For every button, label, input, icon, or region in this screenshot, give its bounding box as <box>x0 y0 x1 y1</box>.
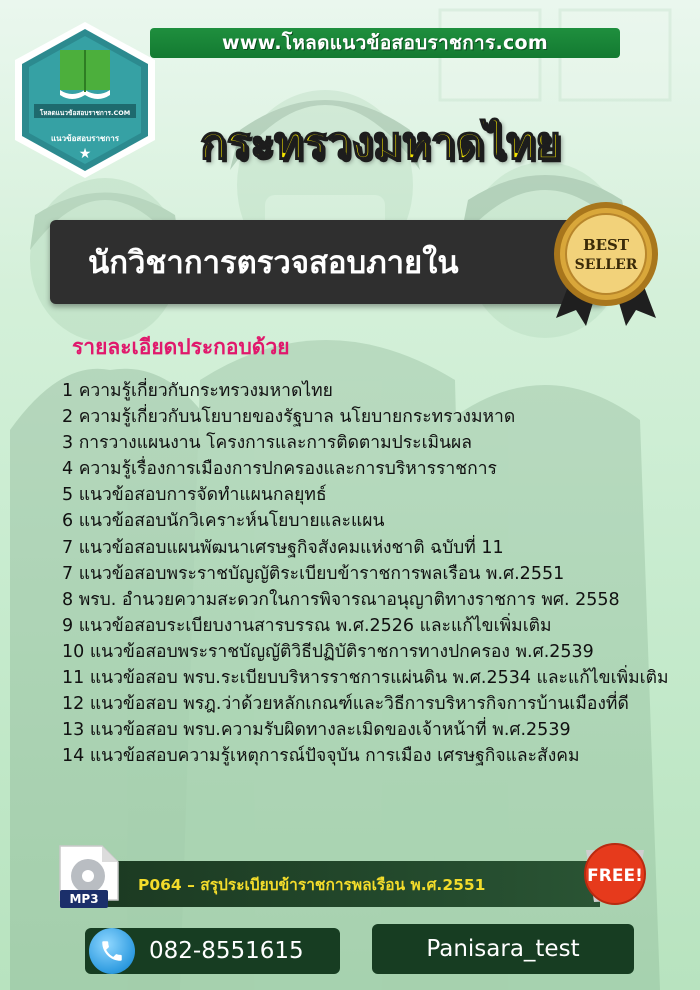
topic-item: 3 การวางแผนงาน โครงการและการติดตามประเมินผล <box>62 433 473 454</box>
logo-tagline: แนวข้อสอบราชการ <box>50 134 119 143</box>
mp3-banner <box>100 861 600 907</box>
ministry-title: กระทรวงมหาดไทย <box>200 118 561 169</box>
topic-item: 7 แนวข้อสอบแผนพัฒนาเศรษฐกิจสังคมแห่งชาติ ฉบับที่ 11 <box>62 537 504 558</box>
website-banner <box>150 28 620 58</box>
logo-site-name: โหลดแนวข้อสอบราชการ.COM <box>39 109 131 117</box>
website-url: www.โหลดแนวข้อสอบราชการ.com <box>221 32 549 54</box>
mp3-label: MP3 <box>60 890 108 908</box>
phone-icon <box>89 928 135 974</box>
seal-line-1: BEST <box>582 236 630 254</box>
free-label: FREE! <box>587 866 643 886</box>
phone-contact[interactable] <box>85 928 340 974</box>
phone-number: 082-8551615 <box>149 938 304 964</box>
topic-item: 4 ความรู้เรื่องการเมืองการปกครองและการบริหารราชการ <box>62 459 497 480</box>
mp3-title: P064 – สรุประเบียบข้าราชการพลเรือน พ.ศ.2551 <box>138 875 486 894</box>
topic-item: 11 แนวข้อสอบ พรบ.ระเบียบบริหารราชการแผ่นดิน พ.ศ.2534 และแก้ไขเพิ่มเติม <box>62 668 669 689</box>
topic-item: 14 แนวข้อสอบความรู้เหตุการณ์ปัจจุบัน การเมือง เศรษฐกิจและสังคม <box>62 746 580 767</box>
topic-item: 5 แนวข้อสอบการจัดทำแผนกลยุทธ์ <box>62 485 327 506</box>
position-title: นักวิชาการตรวจสอบภายใน <box>88 245 459 281</box>
line-id-contact[interactable] <box>372 924 634 974</box>
seal-line-2: SELLER <box>574 257 638 273</box>
topic-item: 1 ความรู้เกี่ยวกับกระทรวงมหาดไทย <box>62 381 333 401</box>
topic-item: 12 แนวข้อสอบ พรฎ.ว่าด้วยหลักเกณฑ์และวิธีการบริหารกิจการบ้านเมืองที่ดี <box>62 694 629 715</box>
logo-hexagon <box>12 20 158 180</box>
site-logo <box>12 20 158 180</box>
details-heading: รายละเอียดประกอบด้วย <box>72 335 290 359</box>
topic-item: 6 แนวข้อสอบนักวิเคราะห์นโยบายและแผน <box>62 511 385 532</box>
topic-item: 9 แนวข้อสอบระเบียบงานสารบรรณ พ.ศ.2526 และแก้ไขเพิ่มเติม <box>62 615 552 636</box>
mp3-icon <box>52 844 130 912</box>
topic-item: 8 พรบ. อำนวยความสะดวกในการพิจารณาอนุญาติทางราชการ พศ. 2558 <box>62 589 620 610</box>
topic-item: 13 แนวข้อสอบ พรบ.ความรับผิดทางละเมิดของเจ้าหน้าที่ พ.ศ.2539 <box>62 720 571 741</box>
best-seller-seal <box>542 198 670 326</box>
topic-item: 10 แนวข้อสอบพระราชบัญญัติวิธีปฏิบัติราชการทางปกครอง พ.ศ.2539 <box>62 641 594 662</box>
topic-item: 2 ความรู้เกี่ยวกับนโยบายของรัฐบาล นโยบายกระทรวงมหาด <box>62 407 516 428</box>
line-id: Panisara_test <box>426 936 580 962</box>
topic-item: 7 แนวข้อสอบพระราชบัญญัติระเบียบข้าราชการพลเรือน พ.ศ.2551 <box>62 563 565 584</box>
star-icon: ★ <box>78 146 92 162</box>
free-badge <box>578 840 652 910</box>
position-banner <box>50 220 605 304</box>
topic-list <box>62 378 692 769</box>
